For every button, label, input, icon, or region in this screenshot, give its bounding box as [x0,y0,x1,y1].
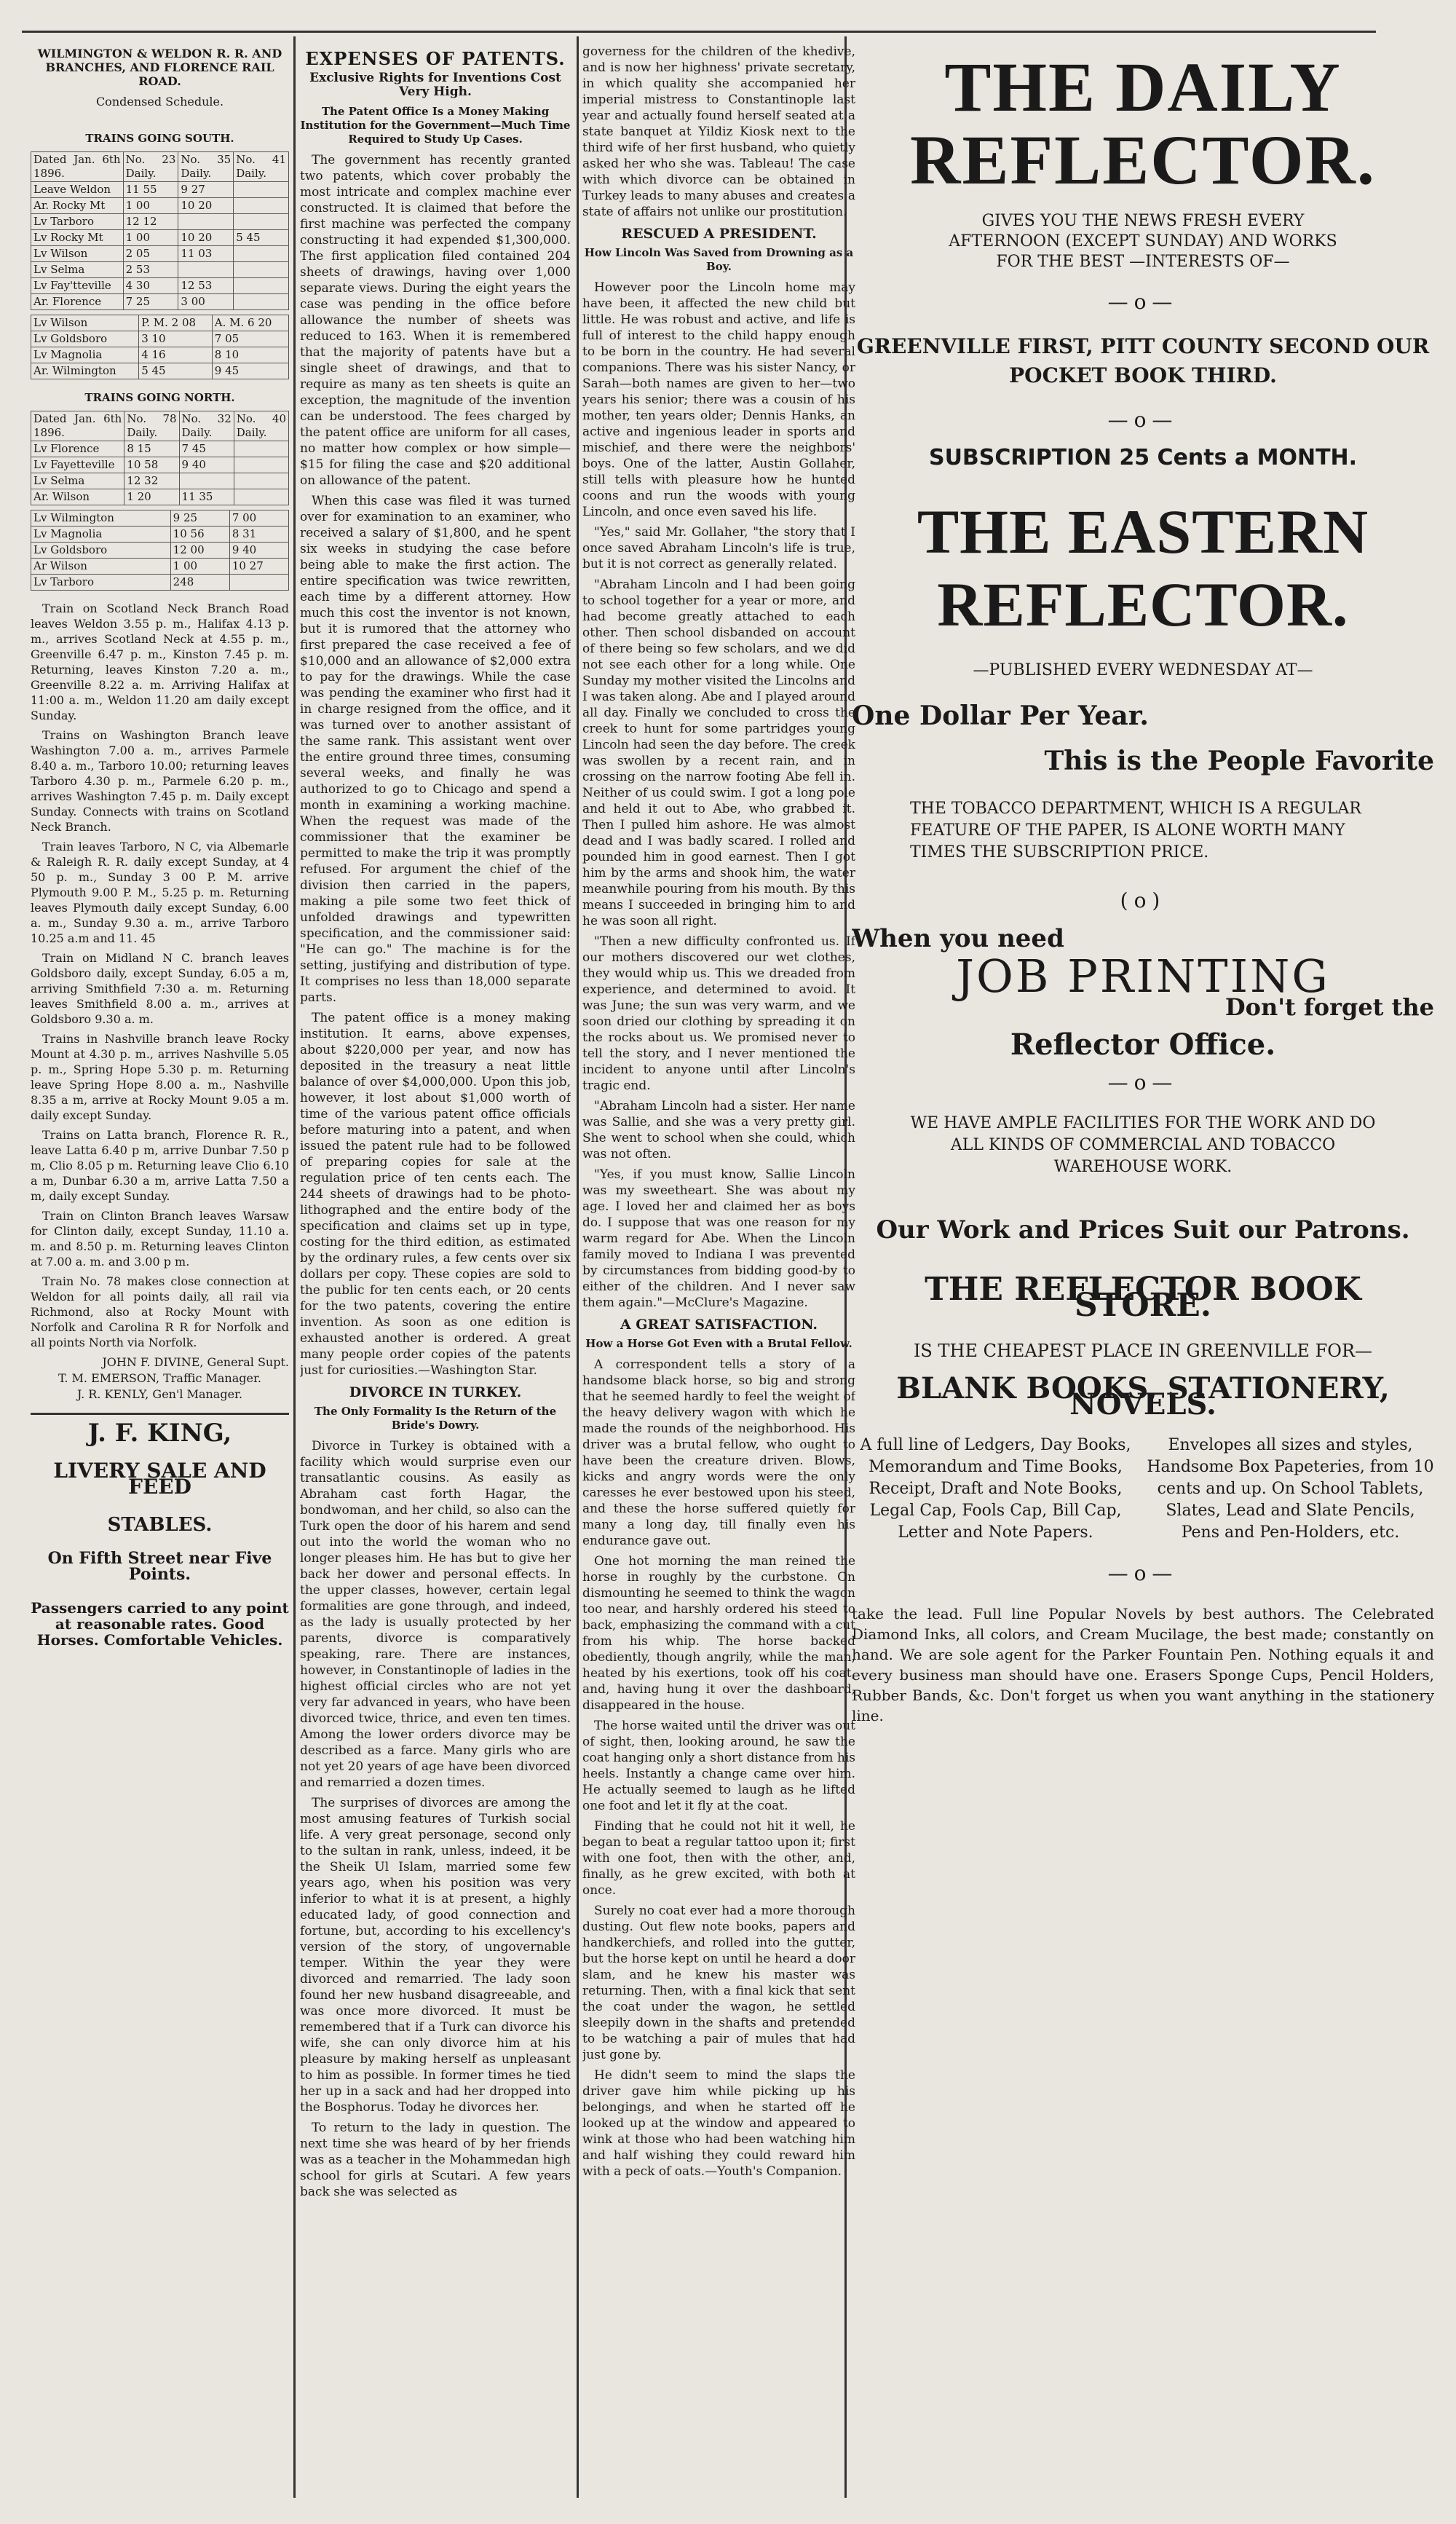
south-timetable-2 [31,315,289,379]
patrons-line: Our Work and Prices Suit our Patrons. [876,1215,1410,1245]
timetable-row [31,182,289,198]
lincoln-deck: How Lincoln Was Saved from Drowning as a Boy. [584,246,854,273]
timetable-row [31,527,289,543]
article-paragraph: One hot morning the man reined the horse in roughly by the curbstone. On dismounting he seemed to think the wagon too near, and harshly ordered his steed to back, emphasizing the command with a cut from his whip. The horse backed obediently, though angrily, while the man, heated by his exertions, took off his coat, and, having hung it over the dashboard, disappeared in the house. [582,1554,855,1713]
timetable-cell: 9 45 [212,363,288,379]
when-you-need: When you need [852,924,1064,953]
timetable-row [31,575,289,591]
tobacco-department: THE TOBACCO DEPARTMENT, WHICH IS A REGULAR FEATURE OF THE PAPER, IS ALONE WORTH MANY TIMES THE SUBSCRIPTION PRICE. [910,800,1361,861]
timetable-cell: Lv Goldsboro [31,331,139,347]
article-paragraph: However poor the Lincoln home may have been, it affected the new child but little. He was robust and active, and life is full of interest to the child happy enough to be born in the country. He had several companions. There was his sister Nancy, or Sarah—both names are given to her—two years his senior; there was a cousin of his mother, ten years older; Dennis Hanks, an active and ingenious leader in sports and mischief, and there were the neighbors' boys. One of the latter, Austin Gollaher, still tells with pleasure how he hunted coons and run the woods with young Lincoln, and once even saved his life. [582,280,855,519]
article-paragraph: The horse waited until the driver was out of sight, then, looking around, he saw the coat hanging only a short distance from his heels. Instantly a change came over him. He actually seemed to laugh as he lifted one foot and let it fly at the coat. [582,1719,855,1813]
article-paragraph: The surprises of divorces are among the most amusing features of Turkish social life. A very great personage, second only to the sultan in rank, unless, indeed, it be the Sheik Ul Islam, married some few years ago, when his position was very inferior to what it is at present, a highly educated lady, of good connection and fortune, but, according to his excellency's version of the story, of ungovernable temper. Within the year they were divorced and remarried. The lady soon found her new husband disagreeable, and was once more divorced. It must be remembered that if a Turk can divorce his wife, she can only divorce him at his pleasure by making herself as unpleasant to him as possible. In former times he tied her up in a sack and had her dropped into the Bosphorus. Today he divorces her. [300,1796,571,2115]
branch-paragraph: Trains on Latta branch, Florence R. R., leave Latta 6.40 p m, arrive Dunbar 7.50 p m, Clio 8.05 p m. Returning leave Clio 6.10 a m, Dunbar 6.30 a m, arrive Latta 7.50 a m, daily except Sunday. [31,1128,289,1203]
job-printing: JOB PRINTING [956,950,1330,1003]
timetable-cell: No. 32 Daily. [179,411,234,441]
timetable-row [31,363,289,379]
timetable-cell [229,575,288,591]
article-paragraph: When this case was filed it was turned over for examination to an examiner, who received a salary of $1,800, and he spent six weeks in studying the case before being able to make the first action. The entire specification was twice rewritten, each time by a different attorney. How much this cost the inventor is not known, but it is rumored that the attorney who first prepared the case received a fee of $10,000 and an allowance of $2,000 extra to pay for the drawings. While the case was pending the examiner who first had it in charge resigned from the office, and it was turned over to another assistant of the same rank. This assistant went over the entire ground three times, consuming several weeks, and finally he was authorized to go to Chicago and spend a month in examining a working machine. When the request was made of the commissioner that the examiner be permitted to make the trip it was promptly refused. For argument the chief of the division then carried in the papers, making a pile some two feet thick of unfolded drawings and typewritten specification, and the commissioner said: "He can go." The machine is for the setting, justifying and distribution of type. It comprises no less than 18,000 separate parts. [300,494,571,1005]
timetable-cell: No. 23 Daily. [123,152,178,182]
branch-schedules [31,601,289,1350]
king-stables-ad [31,1413,289,1648]
daily-reflector-masthead: THE DAILY REFLECTOR. [910,48,1376,199]
article-paragraph: "Abraham Lincoln and I had been going to school together for a year or more, and had become greatly attached to each other. Then school disbanded on account of there being so few scholars, and we did not see each other for a long while. One Sunday my mother visited the Lincolns and I was taken along. Abe and I played around all day. Finally we concluded to cross the creek to hunt for some partridges young Lincoln had seen the day before. The creek was swollen by a recent rain, and in crossing on the narrow footing Abe fell in. Neither of us could swim. I got a long pole and held it out to Abe, who grabbed it. Then I pulled him ashore. He was almost dead and I was badly scared. I rolled and pounded him in good earnest. Then I got him by the arms and shook him, the water meanwhile pouring from his mouth. By this means I succeeded in bringing him to and he was soon all right. [582,577,855,928]
branch-paragraph: Train leaves Tarboro, N C, via Albemarle & Raleigh R. R. daily except Sunday, at 4 50 p. m., Sunday 3 00 P. M. arrive Plymouth 9.00 P. M., 5.25 p. m. Returning leaves Plymouth daily except Sunday, 6.00 a. m., Sunday 9.30 a. m., arrive Tarboro 10.25 a.m and 11. 45 [31,840,289,945]
timetable-cell: Lv Florence [31,441,124,457]
column-rule [577,36,579,2498]
signature-kenly: J. R. KENLY, Gen'l Manager. [76,1387,243,1401]
patents-deck: The Patent Office Is a Money Making Institution for the Government—Much Time Required to Study Up Cases. [300,105,571,146]
timetable-cell: 8 10 [212,347,288,363]
timetable-row [31,411,289,441]
ad-line1: LIVERY SALE AND FEED [53,1459,266,1499]
article-paragraph: The patent office is a money making institution. It earns, above expenses, about $220,000 per year, and now has deposited in the treasury a neat little balance of over $4,000,000. Upon this job, however, it lost about $1,000 worth of time of the various patent office officials before maturing into a patent, and when issued the patent rule had to be followed of preparing copies for sale at the regulation price of ten cents each. The 244 sheets of drawings had to be photo-lithographed and the entire body of the specification and claims set up in type, costing for the third edition, as estimated by the ordinary rules, a few cents over six dollars per copy. These copies are sold to the public for ten cents each, or 20 cents for the two patents, covering the entire invention. As soon as one edition is exhausted another is ordered. A great many people order copies of the patents just for curiosities.—Washington Star. [300,1011,571,1378]
timetable-row [31,246,289,262]
ornament: —o— [1107,1070,1179,1095]
stationery-list [852,1435,1434,1544]
timetable-cell: 9 27 [178,182,234,198]
branch-paragraph: Trains on Washington Branch leave Washington 7.00 a. m., arrives Parmele 8.40 a. m., Tarboro 10.00; returning leaves Tarboro 4.30 p. m., Parmele 6.20 p. m., arrives Washington 7.45 p. m. Daily except Sunday. Connects with trains on Scotland Neck Branch. [31,728,289,834]
published-weekly: —PUBLISHED EVERY WEDNESDAY AT— [973,661,1313,679]
timetable-cell: 10 56 [170,527,229,543]
timetable-cell [234,262,289,278]
timetable-cell: 9 40 [179,457,234,473]
patents-title: EXPENSES OF PATENTS. [305,48,566,69]
one-dollar: One Dollar Per Year. [852,701,1149,731]
timetable-cell: 5 45 [234,230,289,246]
timetable-cell: Lv Fay'tteville [31,278,124,294]
timetable-row [31,152,289,182]
timetable-cell: Ar. Wilmington [31,363,139,379]
timetable-cell: Lv Magnolia [31,347,139,363]
timetable-row [31,294,289,310]
motto: GREENVILLE FIRST, PITT COUNTY SECOND OUR POCKET BOOK THIRD. [856,334,1430,387]
timetable-row [31,214,289,230]
timetable-cell [234,489,288,505]
timetable-cell: 7 00 [229,510,288,527]
timetable-cell: 4 16 [139,347,213,363]
divorce-title: DIVORCE IN TURKEY. [349,1384,522,1400]
trains-north-heading: TRAINS GOING NORTH. [84,391,235,404]
top-rule [22,31,1376,33]
people-favorite: This is the People Favorite [1044,746,1434,776]
timetable-cell: Ar. Wilson [31,489,124,505]
timetable-row [31,559,289,575]
timetable-cell: Lv Fayetteville [31,457,124,473]
timetable-row [31,278,289,294]
timetable-cell [234,441,288,457]
article-paragraph: A correspondent tells a story of a handsome black horse, so big and strong that he seemed hardly to feel the weight of the heavy delivery wagon with which he made the rounds of the neighborhood. His driver was a brutal fellow, who ought to have been the creature driven. Blows, kicks and angry words were the only caresses he ever bestowed upon his steed, and these the horse suffered quietly for many a long day, till finally even his endurance gave out. [582,1357,855,1548]
ad-name: J. F. KING, [87,1419,232,1448]
timetable-cell: P. M. 2 08 [139,315,213,331]
patents-subtitle: Exclusive Rights for Inventions Cost Very High. [309,71,561,99]
eastern-reflector-masthead: THE EASTERN REFLECTOR. [917,497,1369,639]
timetable-cell: Leave Weldon [31,182,124,198]
stationery-left: A full line of Ledgers, Day Books, Memorandum and Time Books, Receipt, Draft and Note Books, Legal Cap, Fools Cap, Bill Cap, Letter and Note Papers. [860,1436,1131,1542]
timetable-cell: 4 30 [123,278,178,294]
patents-body [300,152,571,1379]
subscription-price: SUBSCRIPTION 25 Cents a MONTH. [928,445,1358,470]
branch-paragraph: Train on Clinton Branch leaves Warsaw for Clinton daily, except Sunday, 11.10 a. m. and 8.50 p. m. Returning leaves Clinton at 7.00 a. m. and 3.00 p m. [31,1209,289,1269]
timetable-cell: 7 45 [179,441,234,457]
condensed-label: Condensed Schedule. [95,95,224,109]
ad-line2: STABLES. [107,1514,213,1536]
signature-emerson: T. M. EMERSON, Traffic Manager. [58,1371,261,1385]
divorce-body [300,1438,571,2200]
timetable-cell: Lv Rocky Mt [31,230,124,246]
timetable-row [31,543,289,559]
timetable-cell: 1 20 [124,489,179,505]
column-rule [293,36,296,2498]
timetable-cell: 9 40 [229,543,288,559]
timetable-cell: 8 15 [124,441,179,457]
timetable-row [31,489,289,505]
timetable-row [31,230,289,246]
timetable-cell: 7 25 [123,294,178,310]
timetable-row [31,441,289,457]
stationery-right: Envelopes all sizes and styles, Handsome Box Papeteries, from 10 cents and up. On School Tablets, Slates, Lead and Slate Pencils, Pens and Pen-Holders, etc. [1147,1436,1434,1542]
ad-line3: On Fifth Street near Five Points. [47,1549,272,1584]
timetable-cell [234,278,289,294]
timetable-row [31,347,289,363]
timetable-cell: Lv Wilmington [31,510,171,527]
article-paragraph: He didn't seem to mind the slaps the driver gave him while picking up his belongings, and when he started off he looked up at the window and appeared to wink at those who had been watching him and half wishing they could reward him with a peck of oats.—Youth's Companion. [582,2068,855,2179]
article-paragraph: Surely no coat ever had a more thorough dusting. Out flew note books, papers and handkerchiefs, and rolled into the gutter, but the horse kept on until he heard a door slam, and he knew his master was returning. Then, with a final kick that sent the coat under the wagon, he settled sleepily down in the shafts and pretended to be watching a pair of mules that had just gone by. [582,1904,855,2062]
timetable-cell: 2 53 [123,262,178,278]
timetable-cell: 12 12 [123,214,178,230]
article-paragraph: To return to the lady in question. The next time she was heard of by her friends was as a teacher in the Mohammedan high school for girls at Scutari. A few years back she was selected as [300,2121,571,2199]
timetable-cell: 3 10 [139,331,213,347]
timetable-cell: 12 53 [178,278,234,294]
timetable-cell: 12 32 [124,473,179,489]
timetable-cell: Ar. Rocky Mt [31,198,124,214]
final-advert: take the lead. Full line Popular Novels by best authors. The Celebrated Diamond Inks, all colors, and Cream Mucilage, the best made; constantly on hand. We are sole agent for the Parker Fountain Pen. Nothing equals it and every business man should have one. Erasers Sponge Cups, Pencil Holders, Rubber Bands, &c. Don't forget us when you want anything in the stationery line. [852,1605,1434,1724]
column-patents [300,44,571,2512]
timetable-cell: 8 31 [229,527,288,543]
timetable-cell [179,473,234,489]
article-paragraph: "Then a new difficulty confronted us. If our mothers discovered our wet clothes, they would whip us. This we dreaded from experience, and determined to avoid. It was June; the sun was very warm, and we soon dried our clothing by spreading it on the rocks about us. We promised never to tell the story, and I never mentioned the incident to anyone until after Lincoln's tragic end. [582,934,855,1093]
north-timetable-2 [31,510,289,591]
cheapest-place: IS THE CHEAPEST PLACE IN GREENVILLE FOR— [913,1341,1373,1361]
ad-line4: Passengers carried to any point at reasonable rates. Good Horses. Comfortable Vehicles. [31,1599,289,1649]
column-reflector-ads [852,44,1434,2512]
railroad-title: WILMINGTON & WELDON R. R. AND BRANCHES, AND FLORENCE RAIL ROAD. [37,47,282,88]
timetable-cell: Lv Goldsboro [31,543,171,559]
column-lincoln [582,44,855,2512]
timetable-cell: 11 55 [123,182,178,198]
timetable-cell: 10 58 [124,457,179,473]
timetable-cell: Lv Tarboro [31,575,171,591]
article-paragraph: "Abraham Lincoln had a sister. Her name was Sallie, and she was a very pretty girl. She went to school when she could, which was not often. [582,1099,855,1162]
timetable-row [31,198,289,214]
timetable-row [31,331,289,347]
timetable-cell: Lv Tarboro [31,214,124,230]
horse-title: A GREAT SATISFACTION. [620,1317,818,1333]
north-timetable [31,411,289,505]
timetable-cell: 11 35 [179,489,234,505]
timetable-cell: 3 00 [178,294,234,310]
ornament: —o— [1107,408,1179,432]
timetable-cell: Ar Wilson [31,559,171,575]
horse-body [582,1357,855,2180]
article-paragraph: Finding that he could not hit it well, he began to beat a regular tattoo upon it; first with one foot, then with the other, and, finally, as he grew excited, with both at once. [582,1819,855,1898]
timetable-row [31,510,289,527]
ornament: —o— [1107,1561,1179,1585]
timetable-cell: 11 03 [178,246,234,262]
column-railroad [31,44,289,2512]
trains-south-heading: TRAINS GOING SOUTH. [85,132,234,145]
timetable-row [31,262,289,278]
timetable-cell: 1 00 [123,198,178,214]
ornament: —o— [1107,290,1179,314]
timetable-cell: Dated Jan. 6th 1896. [31,411,124,441]
south-timetable [31,151,289,310]
timetable-cell [234,246,289,262]
timetable-cell: A. M. 6 20 [212,315,288,331]
timetable-row [31,457,289,473]
timetable-cell [234,473,288,489]
timetable-cell: 9 25 [170,510,229,527]
lincoln-body [582,280,855,1311]
timetable-cell: Lv Wilson [31,315,139,331]
gives-news-text: GIVES YOU THE NEWS FRESH EVERY AFTERNOON (EXCEPT SUNDAY) AND WORKS FOR THE BEST —INTERESTS OF— [949,212,1337,271]
timetable-cell [234,182,289,198]
timetable-cell: Lv Selma [31,262,124,278]
article-paragraph: The government has recently granted two patents, which cover probably the most intricate and complex machine ever constructed. It is claimed that before the first machine was perfected the company constructing it had expended $1,300,000. The first application filed contained 204 sheets of drawings, having over 1,000 separate views. During the eight years the case was pending in the office before allowance the number of sheets was reduced to 163. When it is remembered that the majority of patents have but a single sheet of drawings, and that to require as many as ten sheets is quite an exception, the magnitude of the invention can be understood. The fees charged by the patent office are uniform for all cases, no matter how complex or how simple—$15 for filing the case and $20 additional on allowance of the patent. [300,153,571,488]
branch-paragraph: Train on Scotland Neck Branch Road leaves Weldon 3.55 p. m., Halifax 4.13 p. m., arrives Scotland Neck at 4.55 p. m., Greenville 6.47 p. m., Kinston 7.45 p. m. Returning, leaves Kinston 7.20 a. m., Greenville 8.22 a. m. Arriving Halifax at 11:00 a. m., Weldon 11.20 am daily except Sunday. [31,602,289,722]
timetable-cell: 248 [170,575,229,591]
timetable-cell: Dated Jan. 6th 1896. [31,152,124,182]
timetable-cell: 10 20 [178,198,234,214]
branch-paragraph: Train No. 78 makes close connection at Weldon for all points daily, all rail via Richmond, also at Rocky Mount with Norfolk and Carolina R R for Norfolk and all points North via Norfolk. [31,1274,289,1349]
lincoln-title: RESCUED A PRESIDENT. [621,226,817,242]
ornament: (o) [1120,888,1166,912]
dont-forget: Don't forget the [1224,993,1434,1021]
timetable-row [31,473,289,489]
timetable-cell: 7 05 [212,331,288,347]
divorce-continued: governess for the children of the khedive, and is now her highness' private secretary, in which quality she accompanied her imperial mistress to Constantinople last year and actually found herself seated at a state banquet at Yildiz Kiosk next to the third wife of her first husband, who quietly asked her who she was. Tableau! The case with which divorce can be obtained in Turkey leads to many abuses and creates a state of affairs not unlike our prostitution. [582,44,855,219]
timetable-cell: No. 78 Daily. [124,411,179,441]
timetable-cell [178,262,234,278]
signature-divine: JOHN F. DIVINE, General Supt. [102,1355,289,1369]
branch-paragraph: Trains in Nashville branch leave Rocky Mount at 4.30 p. m., arrives Nashville 5.05 p. m., Spring Hope 5.30 p. m. Returning leave Spring Hope 8.00 a. m., Nashville 8.35 a m, arrive at Rocky Mount 9.05 a m. daily except Sunday. [31,1032,289,1122]
timetable-cell [234,457,288,473]
divorce-deck: The Only Formality Is the Return of the Bride's Dowry. [314,1405,557,1432]
horse-deck: How a Horse Got Even with a Brutal Fellow. [585,1337,852,1350]
timetable-cell: 5 45 [139,363,213,379]
article-paragraph: Divorce in Turkey is obtained with a facility which would surprise even our transatlantic cousins. As easily as Abraham cast forth Hagar, the bondwoman, and her child, so also can the Turk open the door of his harem and send out into the world the woman who no longer pleases him. He has but to give her back her dower and personal effects. In the upper classes, however, certain legal formalities are gone through, and indeed, as the lady is usually protected by her parents, divorce is comparatively speaking, rare. There are instances, however, in Constantinople of ladies in the highest official circles who are not yet very far advanced in years, who have been divorced twice, thrice, and even ten times. Among the lower orders divorce may be described as a farce. Many girls who are not yet 20 years of age have been divorced and remarried a dozen times. [300,1439,571,1790]
timetable-cell: 12 00 [170,543,229,559]
timetable-cell [178,214,234,230]
timetable-cell: No. 40 Daily. [234,411,288,441]
timetable-cell: Lv Selma [31,473,124,489]
blank-books: BLANK BOOKS, STATIONERY, NOVELS. [896,1371,1390,1421]
article-paragraph: "Yes," said Mr. Gollaher, "the story that I once saved Abraham Lincoln's life is true, but it is not correct as generally related. [582,525,855,572]
timetable-cell: Lv Magnolia [31,527,171,543]
timetable-cell: Ar. Florence [31,294,124,310]
timetable-cell: 2 05 [123,246,178,262]
timetable-cell: No. 41 Daily. [234,152,289,182]
timetable-cell: 1 00 [170,559,229,575]
timetable-cell [234,198,289,214]
timetable-cell: 10 20 [178,230,234,246]
timetable-row [31,315,289,331]
timetable-cell: 10 27 [229,559,288,575]
timetable-cell: 1 00 [123,230,178,246]
timetable-cell: No. 35 Daily. [178,152,234,182]
timetable-cell: Lv Wilson [31,246,124,262]
reflector-office: Reflector Office. [1010,1028,1276,1062]
book-store-title: THE REFLECTOR BOOK STORE. [925,1271,1361,1324]
ample-facilities: WE HAVE AMPLE FACILITIES FOR THE WORK AND DO ALL KINDS OF COMMERCIAL AND TOBACCO WAREHOUSE WORK. [910,1114,1376,1176]
timetable-cell [234,294,289,310]
article-paragraph: "Yes, if you must know, Sallie Lincoln was my sweetheart. She was about my age. I loved her and claimed her as boys do. I suppose that was one reason for my warm regard for Abe. When the Lincoln family moved to Indiana I was prevented by circumstances from bidding good-by to either of the children. And I never saw them again."—McClure's Magazine. [582,1167,855,1310]
timetable-cell [234,214,289,230]
branch-paragraph: Train on Midland N C. branch leaves Goldsboro daily, except Sunday, 6.05 a m, arriving Smithfield 7:30 a. m. Returning leaves Smithfield 8.00 a. m., arrives at Goldsboro 9.30 a. m. [31,951,289,1026]
